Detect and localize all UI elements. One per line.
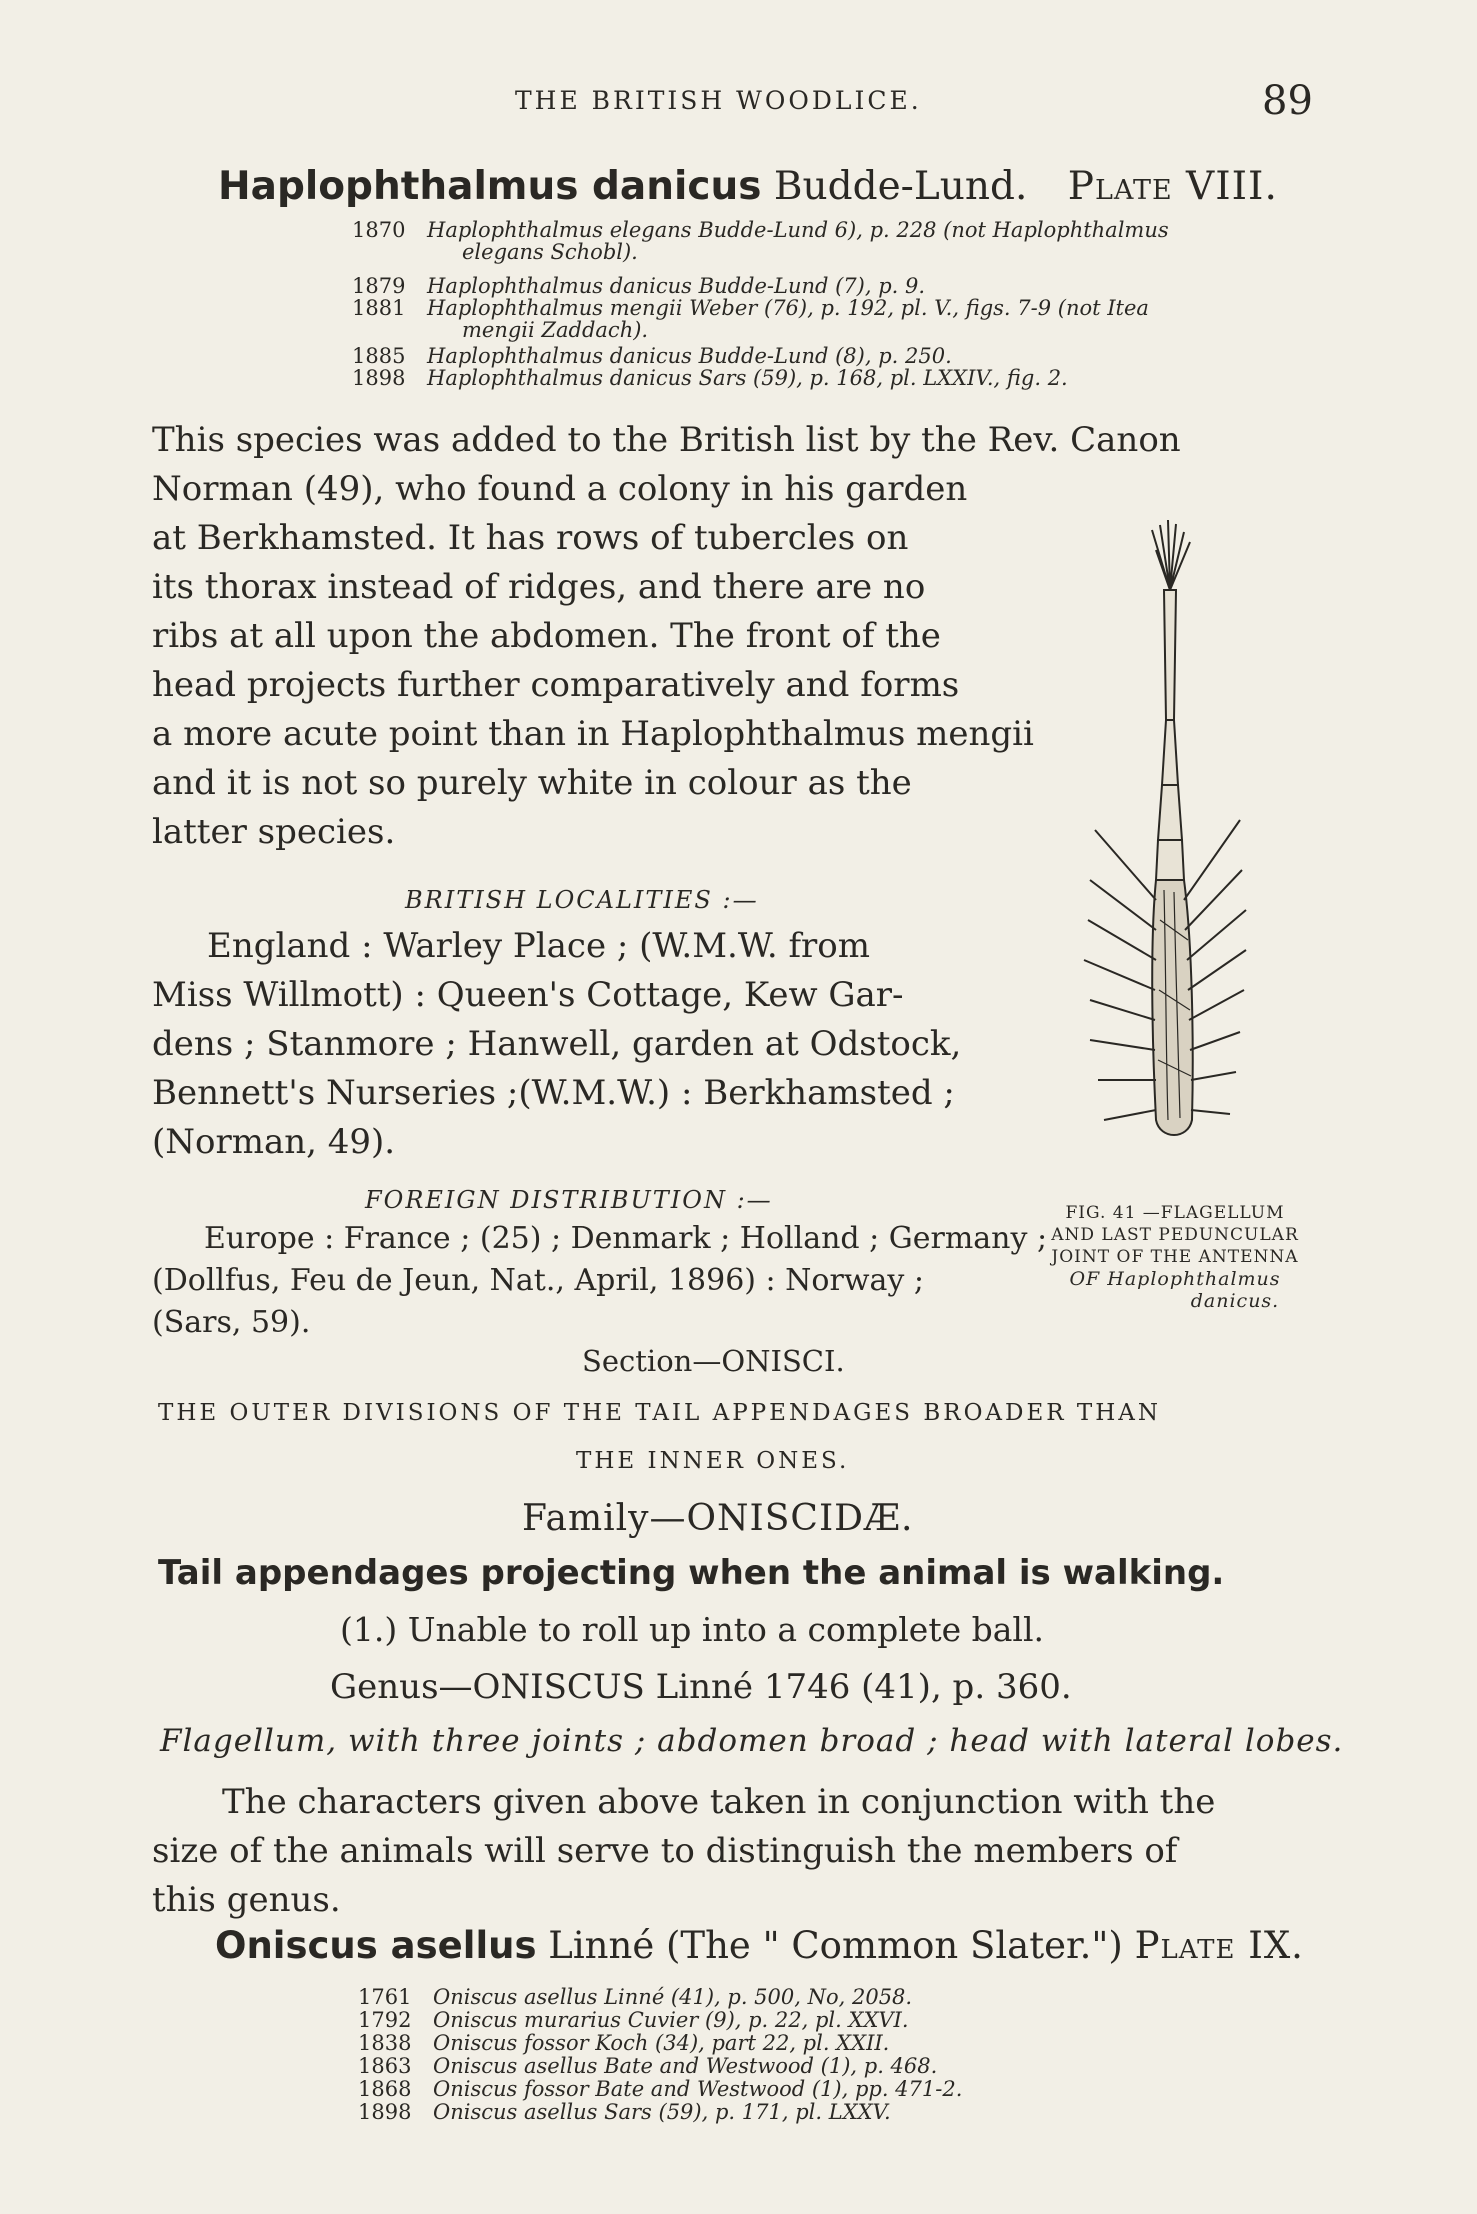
caption-line: danicus. bbox=[1190, 1290, 1280, 1312]
description-line: and it is not so purely white in colour as the bbox=[152, 763, 912, 803]
species-name: Oniscus asellus bbox=[215, 1924, 537, 1967]
caption-line: FIG. 41 —FLAGELLUM bbox=[1065, 1203, 1285, 1223]
synonym-text: Oniscus fossor Bate and Westwood (1), pp. 471-2. bbox=[433, 2077, 963, 2101]
synonym-year: 1838 bbox=[358, 2031, 412, 2055]
synonym-entry bbox=[358, 2055, 1158, 2078]
synonym-text-cont: mengii Zaddach). bbox=[462, 318, 649, 342]
synonym-text: Oniscus asellus Linné (41), p. 500, No, 2058. bbox=[433, 1985, 913, 2009]
description-line: this genus. bbox=[152, 1880, 341, 1920]
synonym-text: Haplophthalmus danicus Sars (59), p. 168, pl. LXXIV., fig. 2. bbox=[427, 366, 1068, 390]
synonym-text: Haplophthalmus danicus Budde-Lund (8), p. 250. bbox=[427, 344, 952, 368]
foreign-line: Europe : France ; (25) ; Denmark ; Holland ; Germany ; bbox=[204, 1221, 1048, 1256]
synonym-year: 1870 bbox=[352, 218, 406, 242]
synonymy-list bbox=[352, 218, 1352, 398]
synonym-text: Haplophthalmus danicus Budde-Lund (7), p. 9. bbox=[427, 274, 926, 298]
species-author: Linné (The " Common Slater.") bbox=[548, 1924, 1123, 1967]
synonym-year: 1868 bbox=[358, 2077, 412, 2101]
synonym-text: Oniscus murarius Cuvier (9), p. 22, pl. XXVI. bbox=[433, 2008, 909, 2032]
section-subtitle-cont: THE INNER ONES. bbox=[576, 1448, 850, 1474]
figure-caption bbox=[1025, 1202, 1325, 1312]
synonym-year: 1881 bbox=[352, 296, 406, 320]
description-line: This species was added to the British list by the Rev. Canon bbox=[152, 420, 1181, 460]
genus-description bbox=[152, 1778, 1215, 1925]
locality-line: (Norman, 49). bbox=[152, 1122, 396, 1162]
description-line: latter species. bbox=[152, 812, 396, 852]
description-line: size of the animals will serve to distinguish the members of bbox=[152, 1831, 1178, 1871]
species-description bbox=[152, 416, 1181, 857]
species-name: Haplophthalmus danicus bbox=[218, 164, 762, 209]
family-title: Family—ONISCIDÆ. bbox=[522, 1498, 914, 1539]
family-subdivision: (1.) Unable to roll up into a complete ball. bbox=[340, 1610, 1045, 1649]
synonym-year: 1863 bbox=[358, 2054, 412, 2078]
foreign-distribution bbox=[152, 1218, 1047, 1344]
caption-line: OF Haplophthalmus bbox=[1069, 1268, 1281, 1290]
locality-line: England : Warley Place ; (W.M.W. from bbox=[207, 926, 870, 966]
synonym-text: Haplophthalmus elegans Budde-Lund 6), p. 228 (not Haplophthalmus bbox=[427, 218, 1169, 242]
antenna-illustration bbox=[1060, 520, 1260, 1150]
running-header: THE BRITISH WOODLICE. bbox=[515, 86, 922, 115]
synonym-entry bbox=[358, 2101, 1158, 2124]
genus-title: Genus—ONISCUS Linné 1746 (41), p. 360. bbox=[330, 1667, 1072, 1707]
description-line: a more acute point than in Haplophthalmus mengii bbox=[152, 714, 1034, 754]
foreign-distribution-heading: FOREIGN DISTRIBUTION :— bbox=[365, 1186, 773, 1214]
section-title: Section—ONISCI. bbox=[582, 1344, 845, 1378]
synonym-entry bbox=[358, 2078, 1158, 2101]
plate-reference: Plate IX. bbox=[1134, 1924, 1304, 1967]
species-heading bbox=[215, 1924, 1304, 1967]
synonym-text: Oniscus asellus Sars (59), p. 171, pl. LXXV. bbox=[433, 2100, 891, 2124]
description-line: Norman (49), who found a colony in his garden bbox=[152, 469, 968, 509]
synonym-entry bbox=[358, 2032, 1158, 2055]
synonym-text: Oniscus fossor Koch (34), part 22, pl. XXII. bbox=[433, 2031, 890, 2055]
synonym-year: 1761 bbox=[358, 1985, 412, 2009]
locality-line: Bennett's Nurseries ;(W.M.W.) : Berkhamsted ; bbox=[152, 1073, 955, 1113]
page-number: 89 bbox=[1262, 78, 1313, 124]
caption-line: JOINT OF THE ANTENNA bbox=[1051, 1247, 1299, 1267]
description-line: ribs at all upon the abdomen. The front of the bbox=[152, 616, 941, 656]
species-author: Budde-Lund. bbox=[773, 164, 1028, 209]
synonym-year: 1898 bbox=[352, 366, 406, 390]
description-line: The characters given above taken in conjunction with the bbox=[222, 1782, 1216, 1822]
synonym-text-cont: elegans Schobl). bbox=[462, 240, 638, 264]
synonym-year: 1792 bbox=[358, 2008, 412, 2032]
description-line: its thorax instead of ridges, and there are no bbox=[152, 567, 926, 607]
caption-line: AND LAST PEDUNCULAR bbox=[1051, 1225, 1299, 1245]
foreign-line: (Sars, 59). bbox=[152, 1305, 311, 1340]
locality-line: Miss Willmott) : Queen's Cottage, Kew Gar- bbox=[152, 975, 904, 1015]
synonym-entry bbox=[358, 2009, 1158, 2032]
british-localities-heading: BRITISH LOCALITIES :— bbox=[405, 886, 759, 914]
synonym-text: Haplophthalmus mengii Weber (76), p. 192, pl. V., figs. 7-9 (not Itea bbox=[427, 296, 1149, 320]
plate-reference: Plate VIII. bbox=[1067, 164, 1278, 209]
synonym-year: 1879 bbox=[352, 274, 406, 298]
locality-line: dens ; Stanmore ; Hanwell, garden at Odstock, bbox=[152, 1024, 962, 1064]
genus-diagnosis: Flagellum, with three joints ; abdomen broad ; head with lateral lobes. bbox=[160, 1723, 1344, 1759]
section-subtitle: THE OUTER DIVISIONS OF THE TAIL APPENDAGES BROADER THAN bbox=[158, 1400, 1162, 1426]
synonymy-list bbox=[358, 1986, 1158, 2124]
description-line: at Berkhamsted. It has rows of tubercles on bbox=[152, 518, 909, 558]
synonym-year: 1898 bbox=[358, 2100, 412, 2124]
synonym-text: Oniscus asellus Bate and Westwood (1), p. 468. bbox=[433, 2054, 938, 2078]
foreign-line: (Dollfus, Feu de Jeun, Nat., April, 1896) : Norway ; bbox=[152, 1263, 924, 1298]
family-trait: Tail appendages projecting when the animal is walking. bbox=[158, 1553, 1225, 1593]
description-line: head projects further comparatively and forms bbox=[152, 665, 960, 705]
synonym-year: 1885 bbox=[352, 344, 406, 368]
british-localities bbox=[152, 922, 961, 1167]
synonym-entry bbox=[358, 1986, 1158, 2009]
species-heading bbox=[218, 164, 1278, 209]
